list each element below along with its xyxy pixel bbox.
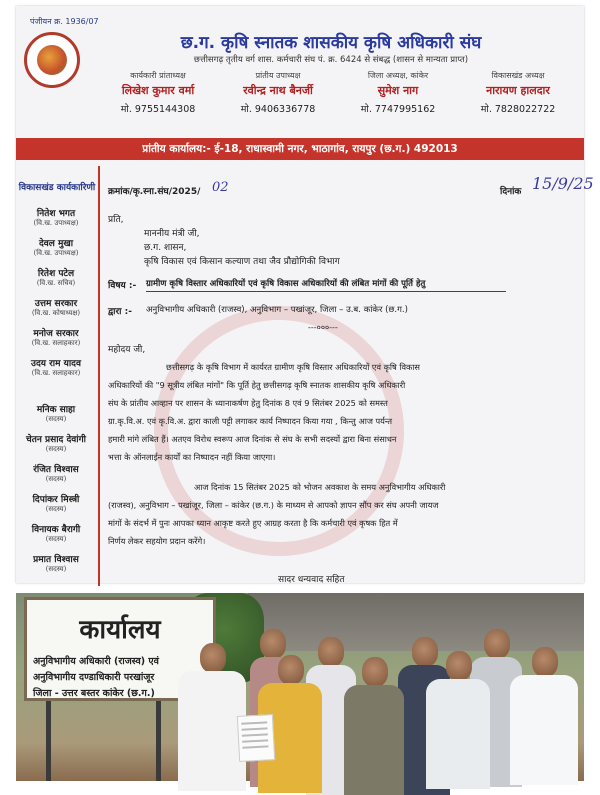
organization-title: छ.ग. कृषि स्नातक शासकीय कृषि अधिकारी संघ <box>180 33 482 53</box>
to-label: प्रति, <box>108 215 124 225</box>
letter-body <box>108 166 594 586</box>
paragraph-line: भत्ता के ऑनलाईन कार्यों का निष्पादन नहीं किया जाएगा। <box>108 452 276 462</box>
separator: ---०००--- <box>308 323 338 332</box>
committee-member: चेतन प्रसाद देवांगी (सदस्य) <box>26 435 86 453</box>
executive-committee-column <box>16 166 100 586</box>
handwritten-ref: 02 <box>212 180 229 195</box>
via-text: अनुविभागीय अधिकारी (राजस्व), अनुविभाग – पखांजूर, जिला – उ.ब. कांकेर (छ.ग.) <box>146 305 408 315</box>
union-seal-logo <box>24 32 80 88</box>
committee-member: देवल मुखा (वि.ख. उपाध्यक्ष) <box>33 239 79 257</box>
office-bearer: प्रांतीय उपाध्यक्ष रवीन्द्र नाथ बैनर्जी मो. 9406336778 <box>240 71 316 115</box>
signboard-line: अनुविभागीय अधिकारी (राजस्व) एवं <box>33 656 159 667</box>
recipient-line: कृषि विकास एवं किसान कल्याण तथा जैव प्रौद्योगिकी विभाग <box>144 257 340 267</box>
office-bearer: कार्यकारी प्रांताध्यक्ष लिखेश कुमार वर्मा मो. 9755144308 <box>120 71 196 115</box>
committee-member: मनिक साहा (सदस्य) <box>36 405 76 423</box>
committee-member: रितेश पटेल (वि.ख. सचिव) <box>36 269 76 287</box>
subject-text: ग्रामीण कृषि विस्तार अधिकारियों एवं कृषि विकास अधिकारियों की लंबित मांगों की पूर्ति हेतु <box>146 279 426 289</box>
organization-subtitle: छत्तीसगढ़ तृतीय वर्ग शास. कर्मचारी संघ पं. क्र. 6424 से संबद्ध (शासन से मान्यता प्राप्त) <box>193 55 469 65</box>
paragraph-line: मांगों के संदर्भ में पुनः आपका ध्यान आकृष्ट करते हुए आग्रह करता है कि कर्मचारी एवं कृषक हित में <box>108 518 398 528</box>
committee-heading: विकासखंड कार्यकारिणी <box>18 183 96 193</box>
handwritten-date: 15/9/25 <box>532 174 594 193</box>
salutation: महोदय जी, <box>108 345 146 355</box>
registration-number: पंजीयन क्र. 1936/07 <box>30 17 99 26</box>
letter-document <box>16 6 594 585</box>
paragraph-line: अधिकारियों की "9 सूत्रीय लंबित मांगों" कि पूर्ति हेतु छत्तीसगढ़ कृषि स्नातक शासकीय कृषि अधिकारी <box>108 380 406 390</box>
paragraph-line: संघ के प्रांतीय आव्हान पर शासन के ध्यानाकर्षण हेतु दिनांक 8 एवं 9 सितंबर 2025 को समस्त <box>108 398 388 408</box>
committee-member: विनायक बैरागी (सदस्य) <box>31 525 81 543</box>
committee-member: नितेश भगत (वि.ख. उपाध्यक्ष) <box>33 209 79 227</box>
committee-member: उत्तम सरकार (वि.ख. कोषाध्यक्ष) <box>31 299 81 317</box>
committee-member: प्रमात विश्वास (सदस्य) <box>33 555 79 573</box>
subject-label: विषय :- <box>108 281 137 291</box>
office-bearer: विकासखंड अध्यक्ष नारायण हालदार मो. 7828022722 <box>480 71 556 115</box>
paragraph-line: निर्णय लेकर सहयोग प्रदान करेंगे। <box>108 536 206 546</box>
date-label: दिनांक <box>500 187 522 197</box>
signboard-line: अनुविभागीय दण्डाधिकारी परखांजूर <box>33 672 155 683</box>
paragraph-line: आज दिनांक 15 सितंबर 2025 को भोजन अवकाश के समय अनुविभागीय अधिकारी <box>194 482 446 492</box>
committee-member: मनोज सरकार (वि.ख. सलाहकार) <box>31 329 81 347</box>
paragraph-line: ग्रा.कृ.वि.अ. एवं कृ.वि.अ. द्वारा काली पट्टी लगाकर कार्य निष्पादन किया गया , किन्तु आज पर्यन्त <box>108 416 393 426</box>
office-address-bar: प्रांतीय कार्यालय:- ई-18, राधास्वामी नगर, भाठागांव, रायपुर (छ.ग.) 492013 <box>16 138 584 160</box>
group-photo <box>16 593 584 781</box>
via-label: द्वारा :- <box>108 307 132 317</box>
recipient-line: छ.ग. शासन, <box>144 243 187 253</box>
paragraph-line: हमारी मांगे लंबित हैं। अतएव विरोध स्वरूप आज दिनांक से संघ के सभी सदस्यों द्वारा बिना संसाधन <box>108 434 397 444</box>
memorandum-document <box>237 714 275 762</box>
office-bearer: जिला अध्यक्ष, कांकेर सुमेश नाग मो. 7747995162 <box>360 71 436 115</box>
committee-member: उदय राम यादव (वि.ख. सलाहकार) <box>31 359 81 377</box>
recipient-line: माननीय मंत्री जी, <box>144 229 200 239</box>
committee-member: रंजित विश्वास (सदस्य) <box>33 465 79 483</box>
reference-number: क्रमांक/कृ.स्ना.संघ/2025/ <box>108 187 201 197</box>
signboard-title: कार्यालय <box>79 615 161 645</box>
closing-text: सादर धन्यवाद सहित <box>278 575 345 585</box>
signboard-line: जिला - उत्तर बस्तर कांकेर (छ.ग.) <box>33 688 155 699</box>
paragraph-line: छत्तीसगढ़ के कृषि विभाग में कार्यरत ग्रामीण कृषि विस्तार अधिकारियों एवं कृषि विकास <box>166 362 420 372</box>
paragraph-line: (राजस्व), अनुविभाग – पखांजूर, जिला – कांकेर (छ.ग.) के माध्यम से आपको ज्ञापन सौंप कर संघ अपनी जायज <box>108 500 439 510</box>
office-bearers <box>98 70 578 130</box>
committee-member: दिपांकर मिस्त्री (सदस्य) <box>32 495 80 513</box>
